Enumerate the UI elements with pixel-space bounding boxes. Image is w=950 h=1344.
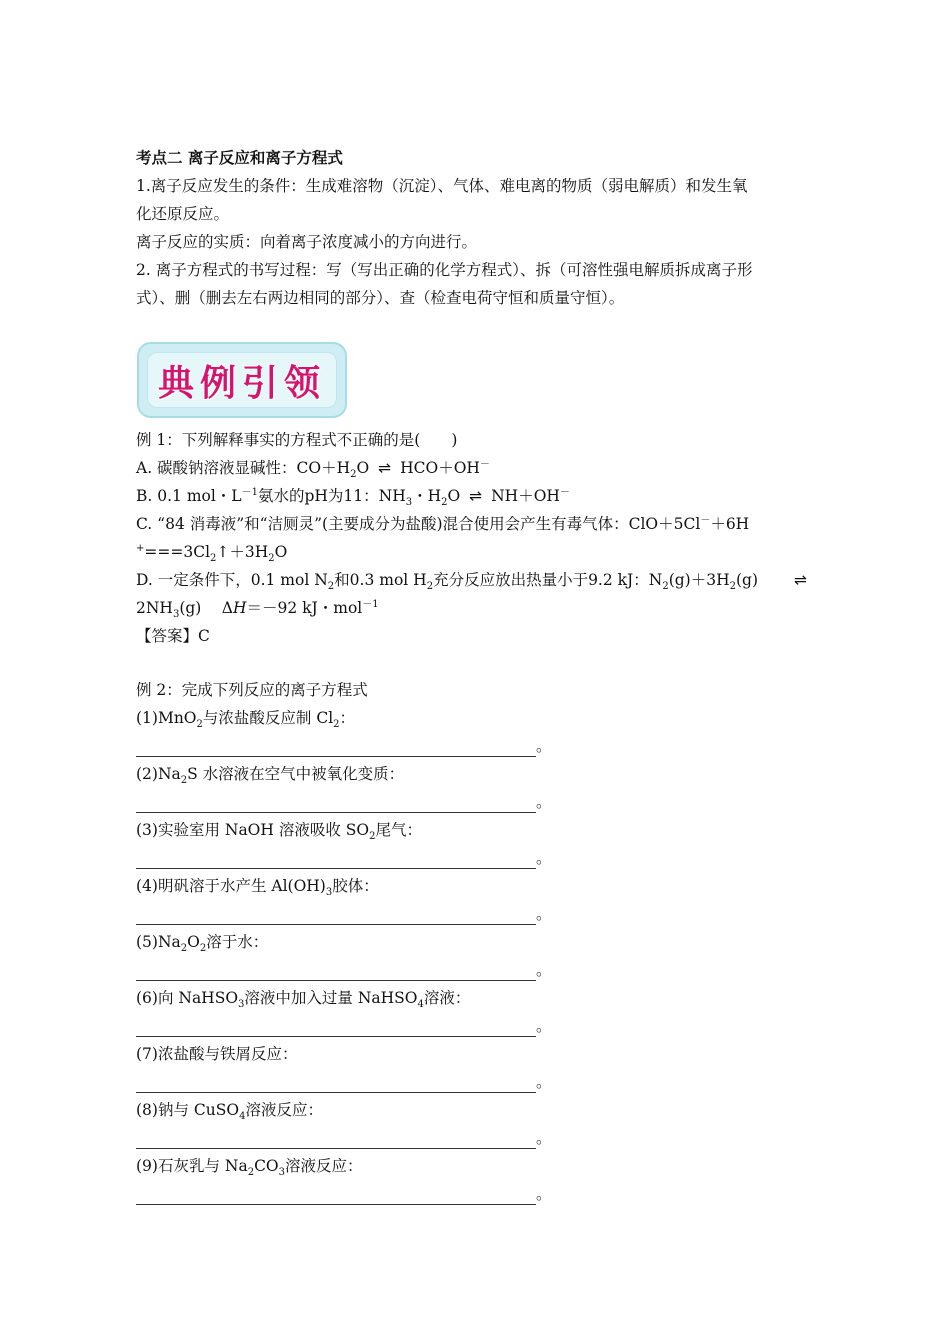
period-mark: 。 <box>536 905 552 923</box>
period-mark: 。 <box>536 1185 552 1203</box>
exercise-prompt: (9)石灰乳与 $Na_2CO_3$溶液反应： <box>136 1157 363 1179</box>
exercise-prompt: (6)向 NaHSO$_3$溶液中加入过量 NaHSO$_4$溶液： <box>136 989 471 1011</box>
answer-line[interactable] <box>136 738 536 757</box>
answer-blank[interactable] <box>136 1071 552 1093</box>
answer-line[interactable] <box>136 906 536 925</box>
answer-line[interactable] <box>136 962 536 981</box>
paragraph-1b: 化还原反应。 <box>136 205 230 223</box>
period-mark: 。 <box>536 961 552 979</box>
answer-line[interactable] <box>136 1018 536 1037</box>
answer: 【答案】C <box>136 627 210 645</box>
period-mark: 。 <box>536 1073 552 1091</box>
period-mark: 。 <box>536 849 552 867</box>
answer-blank[interactable] <box>136 1015 552 1037</box>
exercise-prompt: (1)MnO$_2$与浓盐酸反应制 $Cl_2$： <box>136 709 356 731</box>
answer-line[interactable] <box>136 794 536 813</box>
exercise-prompt: $(2)Na_2S$ 水溶液在空气中被氧化变质： <box>136 765 405 787</box>
exercise-prompt: (7)浓盐酸与铁屑反应： <box>136 1045 298 1063</box>
equilibrium-icon: ⇌ <box>469 487 483 505</box>
answer-blank[interactable] <box>136 959 552 981</box>
answer-blank[interactable] <box>136 1127 552 1149</box>
exercise-prompt: $(5)Na_2O_2$溶于水： <box>136 933 269 955</box>
answer-blank[interactable] <box>136 903 552 925</box>
option-d-line2: $2NH_3(g)$ ΔH＝－92 kJ・mol$^{-1}$ <box>136 598 379 621</box>
option-b: B. 0.1 mol・$L^{-1}$氨水的pH为11：$NH_3$・$H_2O$ ⇌ NH＋OH－ <box>136 486 570 509</box>
equilibrium-icon: ⇌ <box>378 459 392 477</box>
answer-line[interactable] <box>136 1186 536 1205</box>
option-c-line1: C. “84 消毒液”和“洁厕灵”(主要成分为盐酸)混合使用会产生有毒气体：ClO＋5Cl－＋6H <box>136 514 750 533</box>
paragraph-3a: 2. 离子方程式的书写过程：写（写出正确的化学方程式）、拆（可溶性强电解质拆成离子形 <box>136 261 753 279</box>
exercise-prompt: (3)实验室用 NaOH 溶液吸收 $SO_2$尾气： <box>136 821 422 843</box>
example-banner <box>137 342 347 418</box>
period-mark: 。 <box>536 737 552 755</box>
period-mark: 。 <box>536 793 552 811</box>
option-d-line1: D. 一定条件下，0.1 mol $N_2$和0.3 mol $H_2$充分反应放出热量小于9.2 kJ：$N_2(g)+3H_2(g)$ <box>136 571 758 593</box>
answer-blank[interactable] <box>136 847 552 869</box>
paragraph-2: 离子反应的实质：向着离子浓度减小的方向进行。 <box>136 233 478 251</box>
answer-line[interactable] <box>136 1130 536 1149</box>
paragraph-1a: 1.离子反应发生的条件：生成难溶物（沉淀）、气体、难电离的物质（弱电解质）和发生氧 <box>136 177 748 195</box>
section-title: 考点二 离子反应和离子方程式 <box>136 149 343 167</box>
answer-blank[interactable] <box>136 735 552 757</box>
option-c-line2: $^+===3Cl_2↑+3H_2O$ <box>136 542 288 565</box>
answer-blank[interactable] <box>136 1183 552 1205</box>
period-mark: 。 <box>536 1129 552 1147</box>
paragraph-3b: 式）、删（删去左右两边相同的部分）、查（检查电荷守恒和质量守恒）。 <box>136 289 625 307</box>
option-a: A. 碳酸钠溶液显碱性：$CO+H_2O$ ⇌ HCO＋OH－ <box>136 458 490 481</box>
example2-question: 例 2：完成下列反应的离子方程式 <box>136 681 368 699</box>
exercise-prompt: (8)钠与 CuSO$_4$溶液反应： <box>136 1101 323 1123</box>
period-mark: 。 <box>536 1017 552 1035</box>
answer-line[interactable] <box>136 1074 536 1093</box>
answer-line[interactable] <box>136 850 536 869</box>
example1-question: 例 1：下列解释事实的方程式不正确的是( ) <box>136 431 458 449</box>
answer-blank[interactable] <box>136 791 552 813</box>
banner-text: 典例引领 <box>157 362 326 404</box>
exercise-prompt: (4)明矾溶于水产生 $Al(OH)_3$胶体： <box>136 877 379 899</box>
equilibrium-icon: ⇌ <box>794 571 807 589</box>
